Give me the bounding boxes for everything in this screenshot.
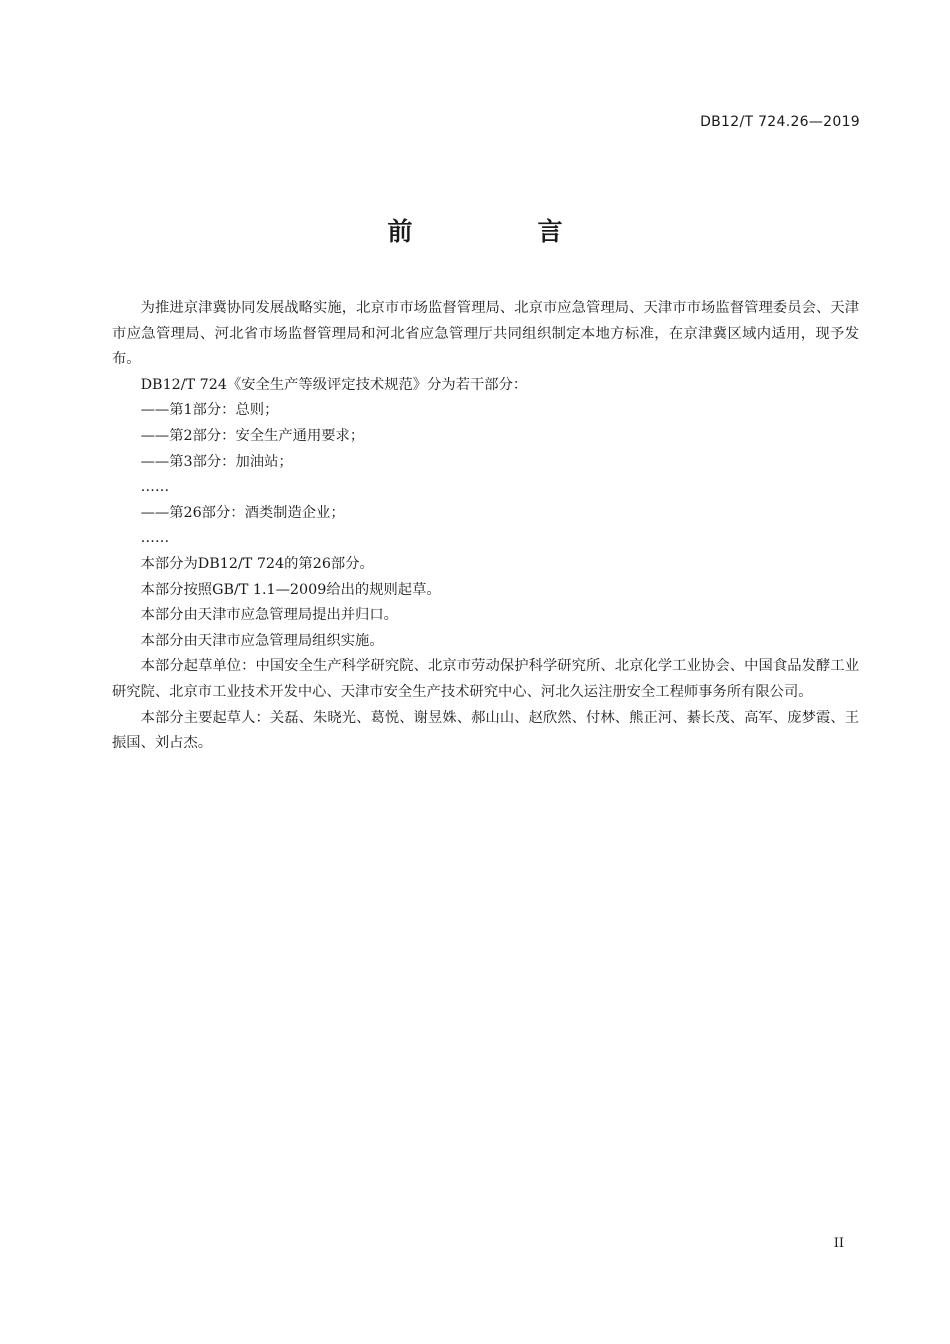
list-item-part-3: ——第3部分：加油站； (140, 453, 293, 470)
page-number: II (833, 1236, 844, 1251)
list-item-part-26: ——第26部分：酒类制造企业； (140, 504, 345, 521)
paragraph-drafting-units: 本部分起草单位：中国安全生产科学研究院、北京市劳动保护科学研究所、北京化学工业协会、中国食品发酵工业研究院、北京市工业技术开发中心、天津市安全生产技术研究中心、河北久运注册安全工程师事务所有限公司。 (112, 658, 859, 700)
foreword-body (112, 296, 859, 757)
paragraph-parts-intro: DB12/T 724《安全生产等级评定技术规范》分为若干部分： (140, 376, 528, 393)
list-item-part-2: ——第2部分：安全生产通用要求； (140, 427, 365, 444)
paragraph-part-number: 本部分为DB12/T 724的第26部分。 (140, 555, 374, 572)
list-ellipsis: …… (140, 479, 170, 496)
list-item-part-1: ——第1部分：总则； (140, 402, 279, 419)
paragraph-intro: 为推进京津冀协同发展战略实施，北京市市场监督管理局、北京市应急管理局、天津市市场监督管理委员会、天津市应急管理局、河北省市场监督管理局和河北省应急管理厅共同组织制定本地方标准，在京津冀区域内适用，现予发布。 (112, 300, 859, 368)
paragraph-drafting-rules: 本部分按照GB/T 1.1—2009给出的规则起草。 (140, 581, 441, 598)
paragraph-proposer: 本部分由天津市应急管理局提出并归口。 (140, 607, 398, 624)
standard-code: DB12/T 724.26—2019 (700, 114, 860, 130)
paragraph-implementer: 本部分由天津市应急管理局组织实施。 (140, 632, 384, 649)
page-title: 前 言 (387, 217, 613, 246)
list-ellipsis: …… (140, 530, 170, 547)
paragraph-drafters: 本部分主要起草人：关磊、朱晓光、葛悦、谢昱姝、郝山山、赵欣然、付林、熊正河、綦长茂、高军、庞梦霞、王振国、刘占杰。 (112, 709, 859, 752)
